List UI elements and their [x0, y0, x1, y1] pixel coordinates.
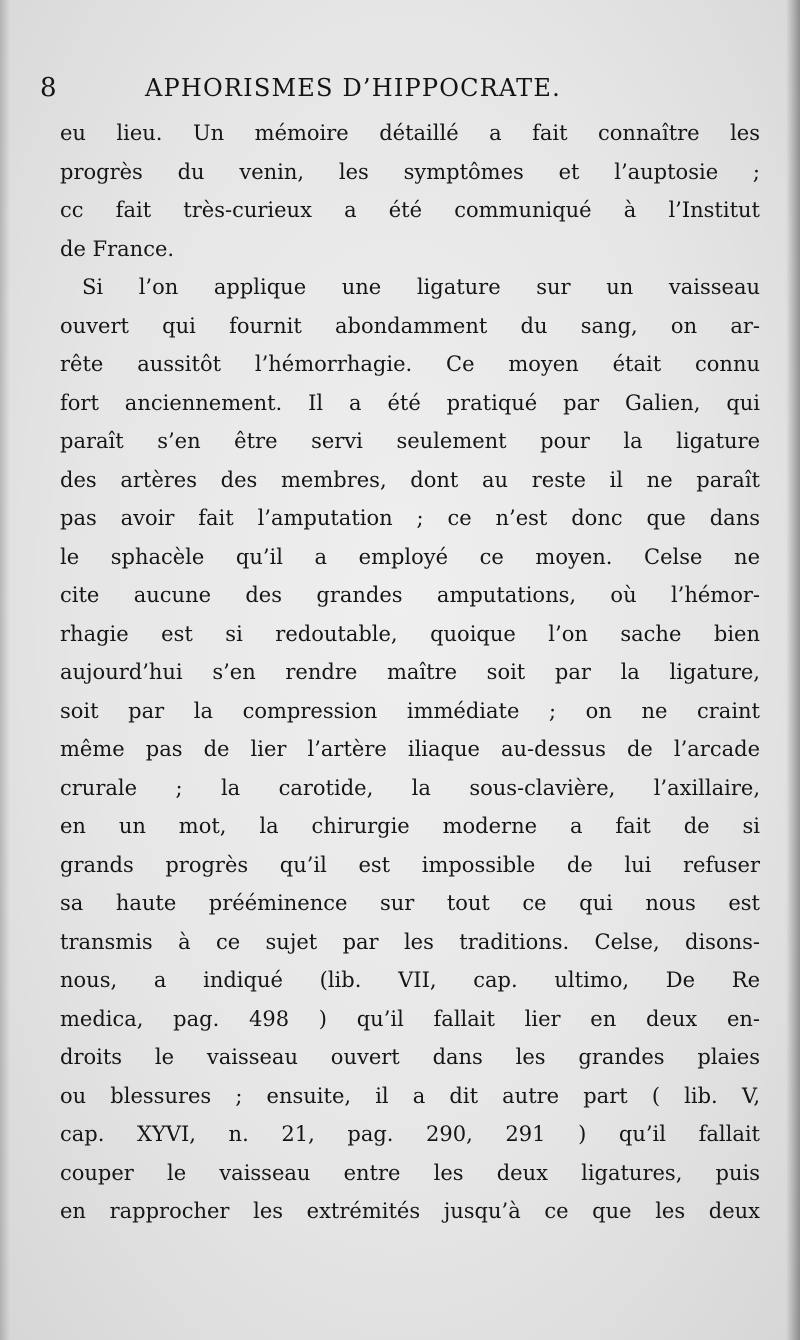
text-line: medica, pag. 498 ) qu’il fallait lier en deux en-	[60, 1006, 760, 1031]
text-line: fort anciennement. Il a été pratiqué par Galien, qui	[60, 390, 760, 415]
text-line: en un mot, la chirurgie moderne a fait de si	[60, 814, 760, 838]
text-line: grands progrès qu’il est impossible de lui refuser	[60, 852, 760, 877]
text-line: cite aucune des grandes amputations, où l’hémor-	[60, 583, 760, 607]
text-line: couper le vaisseau entre les deux ligatures, puis	[60, 1160, 760, 1185]
text-line: aujourd’hui s’en rendre maître soit par la ligature,	[60, 660, 760, 684]
body-text	[60, 114, 760, 1231]
text-line: même pas de lier l’artère iliaque au-dessus de l’arcade	[60, 737, 760, 761]
text-line: soit par la compression immédiate ; on ne craint	[60, 698, 760, 723]
text-line: progrès du venin, les symptômes et l’auptosie ;	[60, 159, 760, 184]
page-number: 8	[40, 73, 57, 103]
text-line: de France.	[60, 236, 175, 261]
text-line: rête aussitôt l’hémorrhagie. Ce moyen était connu	[60, 352, 760, 376]
text-line: paraît s’en être servi seulement pour la ligature	[60, 429, 760, 453]
text-line: pas avoir fait l’amputation ; ce n’est donc que dans	[60, 506, 760, 530]
text-line: ou blessures ; ensuite, il a dit autre part ( lib. V,	[60, 1083, 760, 1108]
text-line: ouvert qui fournit abondamment du sang, on ar-	[60, 313, 760, 338]
text-line: transmis à ce sujet par les traditions. Celse, disons-	[60, 929, 760, 954]
text-line: crurale ; la carotide, la sous-clavière, l’axillaire,	[60, 775, 760, 800]
text-line: rhagie est si redoutable, quoique l’on sache bien	[60, 621, 760, 646]
running-title: APHORISMES D’HIPPOCRATE.	[145, 74, 561, 102]
text-line: eu lieu. Un mémoire détaillé a fait connaître les	[60, 121, 760, 145]
text-line: en rapprocher les extrémités jusqu’à ce que les deux	[60, 1199, 760, 1223]
text-line: sa haute prééminence sur tout ce qui nous est	[60, 891, 760, 915]
text-line: des artères des membres, dont au reste il ne paraît	[60, 467, 760, 492]
paragraph-first-line: Si l’on applique une ligature sur un vaisseau	[82, 275, 760, 299]
text-line: cap. XYVI, n. 21, pag. 290, 291 ) qu’il fallait	[60, 1122, 760, 1146]
text-line: le sphacèle qu’il a employé ce moyen. Celse ne	[60, 544, 760, 569]
text-line: nous, a indiqué (lib. VII, cap. ultimo, De Re	[60, 968, 760, 992]
page-header	[40, 70, 760, 110]
text-line: droits le vaisseau ouvert dans les grandes plaies	[60, 1045, 760, 1069]
text-line: cc fait très-curieux a été communiqué à l’Institut	[60, 198, 760, 222]
